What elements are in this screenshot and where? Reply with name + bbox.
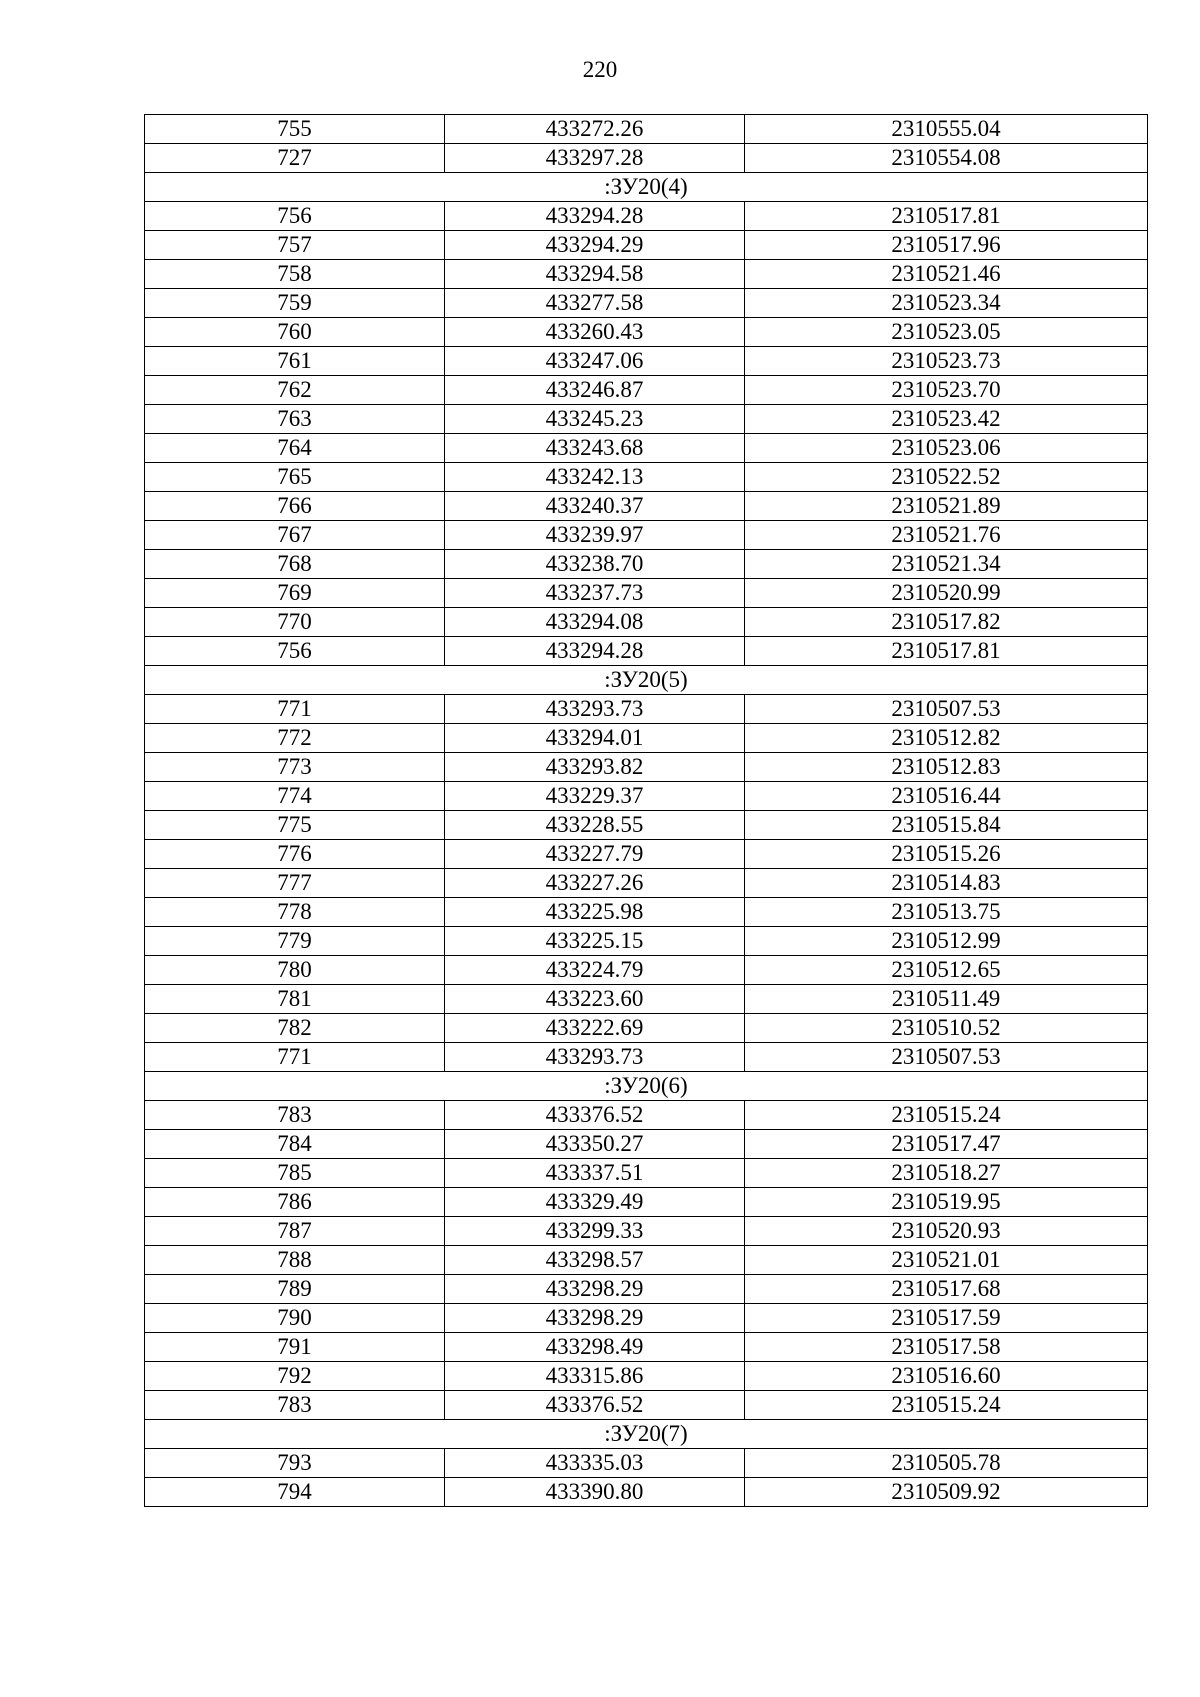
y-coordinate-cell: 2310521.46 <box>745 260 1148 289</box>
y-coordinate-cell: 2310521.01 <box>745 1246 1148 1275</box>
y-coordinate-cell: 2310555.04 <box>745 115 1148 144</box>
y-coordinate-cell: 2310517.68 <box>745 1275 1148 1304</box>
y-coordinate-cell: 2310521.34 <box>745 550 1148 579</box>
point-number-cell: 769 <box>145 579 445 608</box>
x-coordinate-cell: 433239.97 <box>445 521 745 550</box>
x-coordinate-cell: 433223.60 <box>445 985 745 1014</box>
point-number-cell: 771 <box>145 1043 445 1072</box>
x-coordinate-cell: 433272.26 <box>445 115 745 144</box>
point-number-cell: 764 <box>145 434 445 463</box>
section-label: :ЗУ20(7) <box>145 1420 1148 1449</box>
point-number-cell: 756 <box>145 637 445 666</box>
section-label: :ЗУ20(6) <box>145 1072 1148 1101</box>
y-coordinate-cell: 2310517.58 <box>745 1333 1148 1362</box>
x-coordinate-cell: 433227.26 <box>445 869 745 898</box>
table-row <box>145 1478 1148 1507</box>
point-number-cell: 783 <box>145 1101 445 1130</box>
y-coordinate-cell: 2310523.70 <box>745 376 1148 405</box>
point-number-cell: 755 <box>145 115 445 144</box>
page-number: 220 <box>582 57 618 82</box>
point-number-cell: 776 <box>145 840 445 869</box>
y-coordinate-cell: 2310511.49 <box>745 985 1148 1014</box>
point-number-cell: 792 <box>145 1362 445 1391</box>
x-coordinate-cell: 433245.23 <box>445 405 745 434</box>
point-number-cell: 794 <box>145 1478 445 1507</box>
table-row <box>145 840 1148 869</box>
table-row <box>145 1275 1148 1304</box>
section-header-row <box>145 173 1148 202</box>
point-number-cell: 761 <box>145 347 445 376</box>
x-coordinate-cell: 433260.43 <box>445 318 745 347</box>
y-coordinate-cell: 2310512.82 <box>745 724 1148 753</box>
x-coordinate-cell: 433315.86 <box>445 1362 745 1391</box>
y-coordinate-cell: 2310517.47 <box>745 1130 1148 1159</box>
point-number-cell: 775 <box>145 811 445 840</box>
point-number-cell: 774 <box>145 782 445 811</box>
table-row <box>145 318 1148 347</box>
x-coordinate-cell: 433294.29 <box>445 231 745 260</box>
table-row <box>145 1391 1148 1420</box>
x-coordinate-cell: 433243.68 <box>445 434 745 463</box>
y-coordinate-cell: 2310517.82 <box>745 608 1148 637</box>
table-row <box>145 1014 1148 1043</box>
x-coordinate-cell: 433293.73 <box>445 695 745 724</box>
point-number-cell: 788 <box>145 1246 445 1275</box>
y-coordinate-cell: 2310516.44 <box>745 782 1148 811</box>
table-row <box>145 1362 1148 1391</box>
y-coordinate-cell: 2310515.24 <box>745 1101 1148 1130</box>
x-coordinate-cell: 433242.13 <box>445 463 745 492</box>
point-number-cell: 771 <box>145 695 445 724</box>
y-coordinate-cell: 2310514.83 <box>745 869 1148 898</box>
x-coordinate-cell: 433246.87 <box>445 376 745 405</box>
x-coordinate-cell: 433298.29 <box>445 1304 745 1333</box>
table-row <box>145 1188 1148 1217</box>
x-coordinate-cell: 433227.79 <box>445 840 745 869</box>
point-number-cell: 758 <box>145 260 445 289</box>
y-coordinate-cell: 2310521.76 <box>745 521 1148 550</box>
table-row <box>145 898 1148 927</box>
coordinates-table <box>144 114 1148 1507</box>
table-row <box>145 1217 1148 1246</box>
y-coordinate-cell: 2310523.73 <box>745 347 1148 376</box>
x-coordinate-cell: 433298.57 <box>445 1246 745 1275</box>
y-coordinate-cell: 2310520.99 <box>745 579 1148 608</box>
point-number-cell: 787 <box>145 1217 445 1246</box>
table-row <box>145 376 1148 405</box>
x-coordinate-cell: 433329.49 <box>445 1188 745 1217</box>
y-coordinate-cell: 2310523.06 <box>745 434 1148 463</box>
y-coordinate-cell: 2310523.34 <box>745 289 1148 318</box>
section-label: :ЗУ20(4) <box>145 173 1148 202</box>
point-number-cell: 779 <box>145 927 445 956</box>
point-number-cell: 757 <box>145 231 445 260</box>
y-coordinate-cell: 2310515.84 <box>745 811 1148 840</box>
table-row <box>145 405 1148 434</box>
y-coordinate-cell: 2310512.99 <box>745 927 1148 956</box>
x-coordinate-cell: 433294.08 <box>445 608 745 637</box>
table-row <box>145 1333 1148 1362</box>
point-number-cell: 772 <box>145 724 445 753</box>
x-coordinate-cell: 433376.52 <box>445 1101 745 1130</box>
y-coordinate-cell: 2310517.81 <box>745 202 1148 231</box>
point-number-cell: 767 <box>145 521 445 550</box>
x-coordinate-cell: 433294.58 <box>445 260 745 289</box>
point-number-cell: 786 <box>145 1188 445 1217</box>
x-coordinate-cell: 433293.82 <box>445 753 745 782</box>
x-coordinate-cell: 433277.58 <box>445 289 745 318</box>
y-coordinate-cell: 2310554.08 <box>745 144 1148 173</box>
table-row <box>145 637 1148 666</box>
table-row <box>145 811 1148 840</box>
table-row <box>145 550 1148 579</box>
y-coordinate-cell: 2310517.59 <box>745 1304 1148 1333</box>
x-coordinate-cell: 433229.37 <box>445 782 745 811</box>
y-coordinate-cell: 2310519.95 <box>745 1188 1148 1217</box>
table-row <box>145 782 1148 811</box>
table-row <box>145 579 1148 608</box>
x-coordinate-cell: 433228.55 <box>445 811 745 840</box>
point-number-cell: 756 <box>145 202 445 231</box>
point-number-cell: 791 <box>145 1333 445 1362</box>
point-number-cell: 765 <box>145 463 445 492</box>
table-row <box>145 1449 1148 1478</box>
table-row <box>145 144 1148 173</box>
x-coordinate-cell: 433298.49 <box>445 1333 745 1362</box>
point-number-cell: 782 <box>145 1014 445 1043</box>
y-coordinate-cell: 2310509.92 <box>745 1478 1148 1507</box>
table-row <box>145 115 1148 144</box>
section-header-row <box>145 1420 1148 1449</box>
x-coordinate-cell: 433297.28 <box>445 144 745 173</box>
x-coordinate-cell: 433350.27 <box>445 1130 745 1159</box>
table-row <box>145 724 1148 753</box>
table-row <box>145 753 1148 782</box>
table-row <box>145 289 1148 318</box>
point-number-cell: 770 <box>145 608 445 637</box>
y-coordinate-cell: 2310518.27 <box>745 1159 1148 1188</box>
table-row <box>145 1130 1148 1159</box>
y-coordinate-cell: 2310512.83 <box>745 753 1148 782</box>
y-coordinate-cell: 2310517.81 <box>745 637 1148 666</box>
coordinates-table-body <box>145 115 1148 1507</box>
table-row <box>145 260 1148 289</box>
y-coordinate-cell: 2310512.65 <box>745 956 1148 985</box>
point-number-cell: 781 <box>145 985 445 1014</box>
table-row <box>145 869 1148 898</box>
y-coordinate-cell: 2310515.26 <box>745 840 1148 869</box>
table-row <box>145 1159 1148 1188</box>
table-row <box>145 695 1148 724</box>
point-number-cell: 759 <box>145 289 445 318</box>
y-coordinate-cell: 2310513.75 <box>745 898 1148 927</box>
point-number-cell: 766 <box>145 492 445 521</box>
x-coordinate-cell: 433294.28 <box>445 637 745 666</box>
point-number-cell: 768 <box>145 550 445 579</box>
point-number-cell: 762 <box>145 376 445 405</box>
y-coordinate-cell: 2310521.89 <box>745 492 1148 521</box>
table-row <box>145 521 1148 550</box>
y-coordinate-cell: 2310517.96 <box>745 231 1148 260</box>
x-coordinate-cell: 433294.28 <box>445 202 745 231</box>
y-coordinate-cell: 2310505.78 <box>745 1449 1148 1478</box>
y-coordinate-cell: 2310507.53 <box>745 695 1148 724</box>
y-coordinate-cell: 2310522.52 <box>745 463 1148 492</box>
x-coordinate-cell: 433293.73 <box>445 1043 745 1072</box>
point-number-cell: 783 <box>145 1391 445 1420</box>
table-row <box>145 202 1148 231</box>
x-coordinate-cell: 433225.98 <box>445 898 745 927</box>
y-coordinate-cell: 2310523.42 <box>745 405 1148 434</box>
x-coordinate-cell: 433299.33 <box>445 1217 745 1246</box>
point-number-cell: 784 <box>145 1130 445 1159</box>
section-header-row <box>145 666 1148 695</box>
y-coordinate-cell: 2310507.53 <box>745 1043 1148 1072</box>
section-label: :ЗУ20(5) <box>145 666 1148 695</box>
section-header-row <box>145 1072 1148 1101</box>
y-coordinate-cell: 2310520.93 <box>745 1217 1148 1246</box>
x-coordinate-cell: 433238.70 <box>445 550 745 579</box>
point-number-cell: 763 <box>145 405 445 434</box>
y-coordinate-cell: 2310515.24 <box>745 1391 1148 1420</box>
table-row <box>145 927 1148 956</box>
x-coordinate-cell: 433240.37 <box>445 492 745 521</box>
x-coordinate-cell: 433222.69 <box>445 1014 745 1043</box>
point-number-cell: 789 <box>145 1275 445 1304</box>
table-row <box>145 231 1148 260</box>
point-number-cell: 773 <box>145 753 445 782</box>
x-coordinate-cell: 433376.52 <box>445 1391 745 1420</box>
point-number-cell: 777 <box>145 869 445 898</box>
x-coordinate-cell: 433337.51 <box>445 1159 745 1188</box>
table-row <box>145 434 1148 463</box>
x-coordinate-cell: 433237.73 <box>445 579 745 608</box>
x-coordinate-cell: 433390.80 <box>445 1478 745 1507</box>
table-row <box>145 1101 1148 1130</box>
y-coordinate-cell: 2310516.60 <box>745 1362 1148 1391</box>
table-row <box>145 492 1148 521</box>
point-number-cell: 778 <box>145 898 445 927</box>
point-number-cell: 727 <box>145 144 445 173</box>
x-coordinate-cell: 433225.15 <box>445 927 745 956</box>
x-coordinate-cell: 433224.79 <box>445 956 745 985</box>
table-row <box>145 347 1148 376</box>
point-number-cell: 760 <box>145 318 445 347</box>
x-coordinate-cell: 433298.29 <box>445 1275 745 1304</box>
table-row <box>145 1304 1148 1333</box>
point-number-cell: 780 <box>145 956 445 985</box>
point-number-cell: 790 <box>145 1304 445 1333</box>
y-coordinate-cell: 2310523.05 <box>745 318 1148 347</box>
table-row <box>145 1043 1148 1072</box>
x-coordinate-cell: 433335.03 <box>445 1449 745 1478</box>
table-row <box>145 608 1148 637</box>
table-row <box>145 463 1148 492</box>
x-coordinate-cell: 433247.06 <box>445 347 745 376</box>
table-row <box>145 985 1148 1014</box>
point-number-cell: 793 <box>145 1449 445 1478</box>
table-row <box>145 1246 1148 1275</box>
point-number-cell: 785 <box>145 1159 445 1188</box>
table-row <box>145 956 1148 985</box>
x-coordinate-cell: 433294.01 <box>445 724 745 753</box>
y-coordinate-cell: 2310510.52 <box>745 1014 1148 1043</box>
